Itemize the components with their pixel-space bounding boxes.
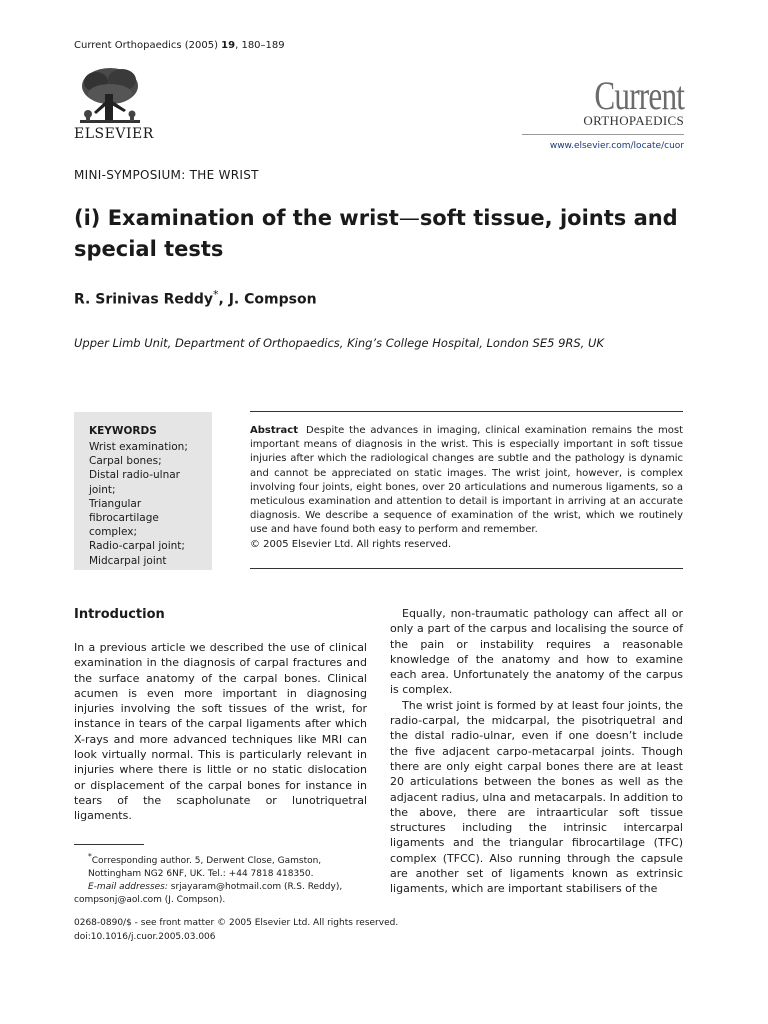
body-paragraph: Equally, non-traumatic pathology can affect all or only a part of the carpus and localising the source of the pain or instability requires a reasonable knowledge of the anatomy and how to examine each area. Unfortunately the anatomy of the carpus is complex.: [390, 607, 683, 697]
abstract-copyright: © 2005 Elsevier Ltd. All rights reserved.: [250, 538, 452, 550]
keyword-item: Midcarpal joint: [89, 554, 167, 567]
front-matter: [74, 916, 398, 944]
journal-logo-title: Current: [594, 73, 684, 118]
author-list: R. Srinivas Reddy*, J. Compson: [74, 288, 317, 308]
footnote: *Corresponding author. 5, Derwent Close, Gamston, Nottingham NG2 6NF, UK. Tel.: +44 7818 418350. E-mail addresses: srjayaram@hotmail.com (R.S. Reddy), compsonj@aol.com (J. Compson).: [74, 852, 343, 905]
abstract-bottom-rule: [250, 568, 683, 569]
journal-url-link[interactable]: www.elsevier.com/locate/cuor: [549, 141, 684, 151]
keyword-item: Wrist examination;: [89, 441, 188, 453]
journal-logo-subtitle: ORTHOPAEDICS: [583, 113, 684, 128]
keywords-list: [89, 440, 209, 568]
corresponding-author-mark: *: [213, 288, 219, 301]
abstract: [250, 424, 683, 552]
keyword-item: Carpal bones;: [89, 455, 162, 468]
footnote-rule: [74, 844, 144, 845]
issn-line: 0268-0890/$ - see front matter © 2005 Elsevier Ltd. All rights reserved.: [74, 918, 399, 928]
abstract-top-rule: [250, 411, 683, 412]
keyword-item: Distal radio-ulnar joint;: [89, 469, 180, 496]
body-paragraph: In a previous article we described the use of clinical examination in the diagnosis of carpal fractures and the surface anatomy of the carpal bones. Clinical acumen is even more important in diagnosing injuries involving the soft tissues of the wrist, for instance in tears of the carpal ligaments after which X-rays and more advanced techniques like MRI can look virtually normal. This is particularly relevant in injuries where there is little or no static dislocation or displacement of the carpal bones for instance in tears of the scapholunate or lunotriquetral ligaments.: [74, 641, 367, 823]
introduction-heading: Introduction: [74, 607, 165, 622]
body-paragraph: The wrist joint is formed by at least four joints, the radio-carpal, the midcarpal, the pisotriquetral and the distal radio-ulnar, even if one doesn’t include the five adjacent carpo-metacarpal joints. Though there are only eight carpal bones there are at least 20 articulations between the bones as well as the adjacent radius, ulna and metacarpals. In addition to the above, there are intraarticular soft tissue structures including the intrinsic intercarpal ligaments and the triangular fibrocartilage (TFC) complex (TFCC). Also running through the capsule are another set of ligaments known as extrinsic ligaments, which are important stabilisers of the: [390, 698, 683, 896]
left-column: [74, 640, 367, 824]
article-title: (i) Examination of the wrist—soft tissue, joints and special tests: [74, 206, 678, 261]
keyword-item: Triangular fibrocartilage complex;: [89, 497, 159, 539]
doi-line[interactable]: doi:10.1016/j.cuor.2005.03.006: [74, 932, 216, 942]
right-column: [390, 606, 683, 897]
journal-logo-divider: [522, 134, 684, 135]
abstract-text: Despite the advances in imaging, clinical examination remains the most important means of diagnosis in the wrist. This is especially important in soft tissue injuries after which the radiological changes are subtle and the pathology is dynamic and cannot be appreciated on static images. The wrist joint, however, is complex involving four joints, eight bones, over 20 articulations and numerous ligaments, so a meticulous examination and attention to detail is important in arriving at an accurate diagnosis. We describe a sequence of examination of the wrist, which we routinely use and have found both easy to perform and remember.: [250, 425, 683, 536]
keyword-item: Radio-carpal joint;: [89, 540, 185, 553]
publisher-wordmark: ELSEVIER: [74, 126, 154, 142]
keywords-heading: KEYWORDS: [89, 425, 157, 437]
section-label: MINI-SYMPOSIUM: THE WRIST: [74, 168, 259, 182]
journal-citation: Current Orthopaedics (2005) 19, 180–189: [74, 40, 285, 51]
affiliation: Upper Limb Unit, Department of Orthopaedics, King’s College Hospital, London SE5 9RS, UK: [74, 336, 604, 350]
abstract-label: Abstract: [250, 425, 299, 436]
